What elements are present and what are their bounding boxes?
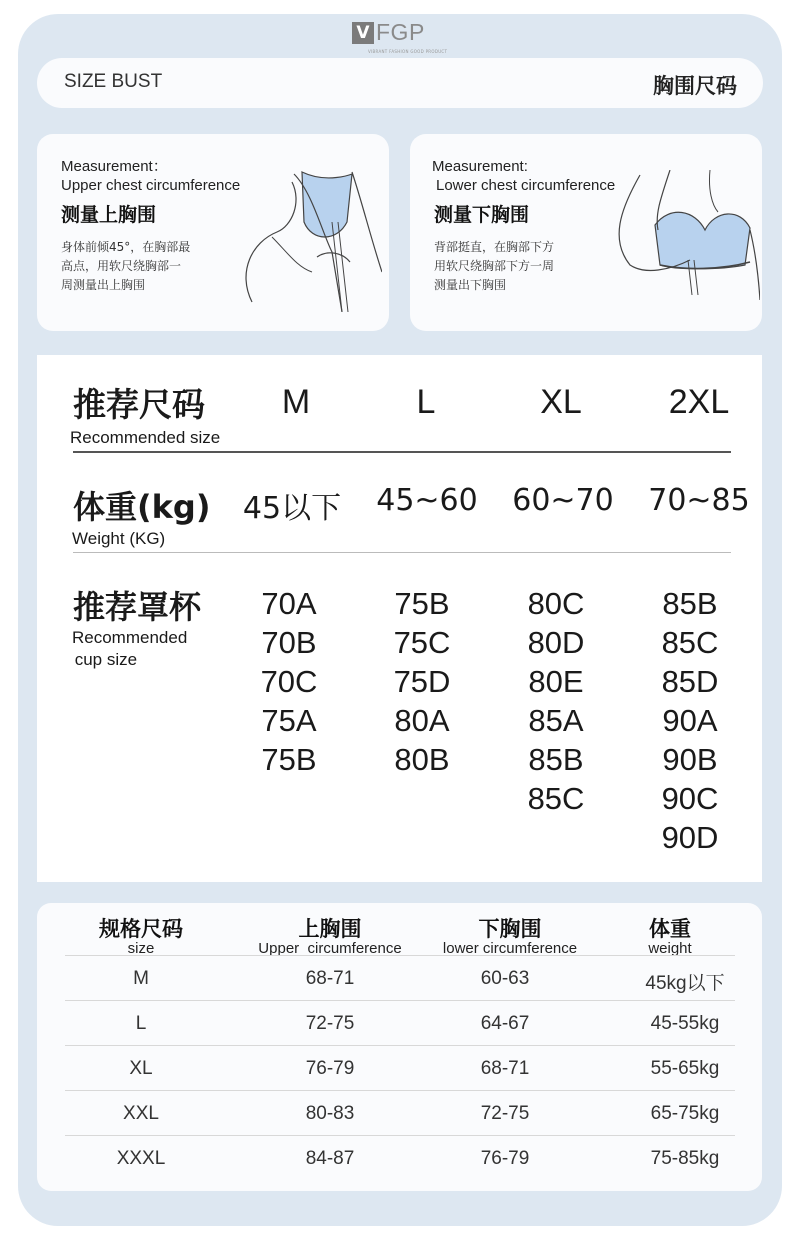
- cup-item: 70C: [260, 664, 318, 699]
- cup-item: 75A: [261, 703, 317, 738]
- cup-item: 85D: [661, 664, 719, 699]
- measure-upper-desc-3: 周测量出上胸围: [61, 278, 146, 292]
- cup-list-m: [239, 584, 339, 779]
- weight-subtitle: Weight (KG): [72, 529, 166, 548]
- title-bar: [37, 58, 763, 108]
- cup-item: 90A: [662, 703, 718, 738]
- title-en: SIZE BUST: [64, 71, 163, 92]
- weight-l: 45~60: [376, 483, 478, 518]
- cup-item: 90D: [661, 820, 719, 855]
- upper-measure-illustration: [232, 162, 382, 312]
- cup-list-xl: [506, 584, 606, 818]
- measure-lower-desc-3: 测量出下胸围: [434, 278, 507, 292]
- cup-item: 75B: [394, 586, 450, 621]
- cup-list-l: [372, 584, 472, 779]
- divider: [73, 451, 731, 453]
- measure-lower-title: 测量下胸围: [434, 204, 530, 226]
- spec-header-cn: 下胸围: [478, 917, 542, 941]
- spec-header-cn: 上胸围: [298, 917, 362, 941]
- cup-item: 80B: [394, 742, 450, 777]
- measure-lower-card: [410, 134, 762, 331]
- cell-weight: 55-65kg: [650, 1058, 720, 1079]
- measure-lower-desc-1: 背部挺直，在胸部下方: [434, 240, 555, 254]
- cell-size: M: [133, 968, 149, 989]
- weight-m: 45以下: [242, 491, 342, 526]
- spec-header-size: [81, 917, 201, 956]
- weight-title: 体重(kg): [73, 488, 211, 526]
- measure-upper-title: 测量上胸围: [61, 204, 157, 226]
- cell-upper: 72-75: [305, 1013, 355, 1034]
- cup-item: 75C: [393, 625, 451, 660]
- cell-upper: 80-83: [305, 1103, 355, 1124]
- lower-measure-illustration: [600, 170, 760, 310]
- cell-lower: 76-79: [480, 1148, 530, 1169]
- cell-lower: 60-63: [480, 968, 530, 989]
- measure-upper-name: Upper chest circumference: [61, 177, 241, 194]
- cell-weight: 45kg以下: [645, 973, 725, 994]
- recommend-size-subtitle: Recommended size: [70, 428, 221, 447]
- cup-item: 80E: [528, 664, 584, 699]
- logo-text: FGP: [376, 19, 425, 45]
- recommend-table: [37, 355, 762, 882]
- measure-lower-label: Measurement:: [432, 158, 528, 175]
- cup-subtitle-1: Recommended: [72, 628, 188, 647]
- size-l: L: [416, 383, 436, 421]
- cup-title: 推荐罩杯: [73, 588, 202, 626]
- cell-weight: 65-75kg: [650, 1103, 720, 1124]
- cell-upper: 76-79: [305, 1058, 355, 1079]
- cell-lower: 72-75: [480, 1103, 530, 1124]
- measure-lower-desc-2: 用软尺绕胸部下方一周: [434, 259, 555, 273]
- measure-upper-desc-2: 高点，用软尺绕胸部一: [61, 259, 182, 273]
- table-row: [65, 955, 735, 1001]
- measure-upper-desc-1: 身体前倾45°，在胸部最: [61, 240, 191, 254]
- cell-weight: 75-85kg: [650, 1148, 720, 1169]
- logo-mark: V: [352, 22, 374, 44]
- measure-upper-label: Measurement：: [61, 158, 168, 175]
- title-cn: 胸围尺码: [653, 74, 737, 98]
- cup-item: 85B: [662, 586, 718, 621]
- spec-header-lower: [420, 917, 600, 956]
- spec-header-upper: [235, 917, 425, 956]
- cup-item: 85C: [661, 625, 719, 660]
- weight-xl: 60~70: [512, 483, 614, 518]
- spec-header-en: Upper circumference: [258, 940, 402, 957]
- cup-subtitle-2: cup size: [70, 650, 138, 669]
- spec-header-en: lower circumference: [442, 940, 578, 957]
- cup-list-2xl: [640, 584, 740, 857]
- cup-item: 90B: [662, 742, 718, 777]
- cup-item: 70B: [261, 625, 317, 660]
- spec-table: [37, 903, 762, 1191]
- cell-lower: 64-67: [480, 1013, 530, 1034]
- size-m: M: [281, 383, 311, 421]
- cell-size: L: [135, 1013, 147, 1034]
- cup-item: 80D: [527, 625, 585, 660]
- spec-header-weight: [615, 917, 725, 956]
- cup-item: 80A: [394, 703, 450, 738]
- cell-lower: 68-71: [480, 1058, 530, 1079]
- measure-lower-name: Lower chest circumference: [436, 177, 616, 194]
- cell-weight: 45-55kg: [650, 1013, 720, 1034]
- size-xl: XL: [540, 383, 582, 421]
- spec-header-en: size: [127, 940, 155, 957]
- table-row: [65, 1000, 735, 1046]
- cell-size: XXXL: [116, 1148, 166, 1169]
- table-row: [65, 1135, 735, 1181]
- cup-item: 75B: [261, 742, 317, 777]
- cell-upper: 84-87: [305, 1148, 355, 1169]
- cup-item: 90C: [661, 781, 719, 816]
- weight-2xl: 70~85: [648, 483, 750, 518]
- spec-header-en: weight: [648, 940, 692, 957]
- logo-tagline: VIBRANT FASHION GOOD PRODUCT: [368, 49, 448, 54]
- spec-header-cn: 规格尺码: [99, 917, 183, 941]
- table-row: [65, 1090, 735, 1136]
- cup-item: 80C: [527, 586, 585, 621]
- cup-item: 70A: [261, 586, 317, 621]
- spec-header-cn: 体重: [649, 917, 691, 941]
- brand-logo: [352, 19, 448, 56]
- cup-item: 85A: [528, 703, 584, 738]
- size-2xl: 2XL: [668, 383, 730, 421]
- cup-item: 85C: [527, 781, 585, 816]
- cup-item: 85B: [528, 742, 584, 777]
- cell-upper: 68-71: [305, 968, 355, 989]
- divider: [73, 552, 731, 553]
- cup-item: 75D: [393, 664, 451, 699]
- table-row: [65, 1045, 735, 1091]
- cell-size: XL: [129, 1058, 153, 1079]
- recommend-size-title: 推荐尺码: [73, 385, 205, 424]
- measure-upper-card: [37, 134, 389, 331]
- cell-size: XXL: [123, 1103, 159, 1124]
